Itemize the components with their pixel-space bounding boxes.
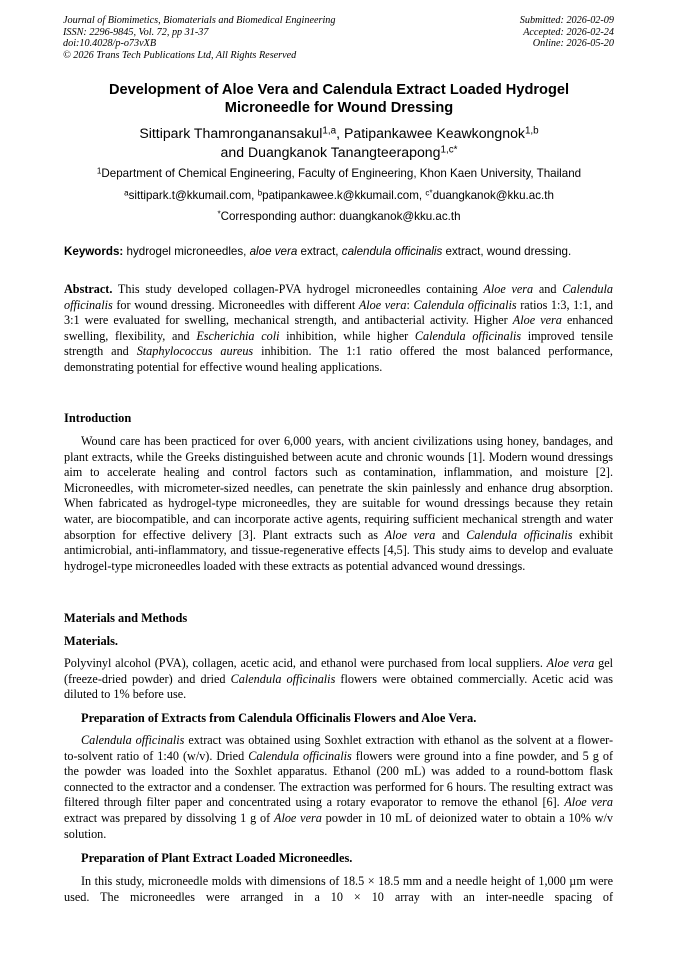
body-italic: Calendula officinalis: [230, 671, 336, 686]
author-sup: 1,c*: [440, 144, 458, 156]
abstract-italic: Calendula officinalis: [413, 297, 517, 312]
keyword-italic: aloe vera: [249, 245, 298, 258]
abstract: [64, 282, 613, 376]
corresponding-sup: *: [217, 209, 221, 219]
abstract-italic: Calendula officinalis: [414, 328, 522, 343]
body-text: flowers were obtained commercially. Acetic acid was diluted to 1% before use.: [64, 671, 613, 702]
materials-paragraph: [64, 656, 613, 703]
email-link: duangkanok@kku.ac.th: [432, 189, 554, 202]
introduction-paragraph: [64, 434, 613, 574]
affiliation-text: Department of Chemical Engineering, Faculty of Engineering, Khon Kaen University, Thailand: [101, 167, 582, 180]
body-text: exhibit antimicrobial, anti-inflammatory, and tissue-regenerative effects [4,5]. This study aims to develop and evaluate hydrogel-type microneedles loaded with these extracts as potential advanced wound dressings.: [64, 527, 613, 573]
body-italic: Calendula officinalis: [466, 527, 573, 542]
body-text: and: [435, 527, 467, 542]
author-sup: 1,b: [524, 125, 539, 137]
body-italic: Aloe vera: [384, 527, 436, 542]
submitted-date: Submitted: 2026-02-09: [519, 15, 614, 26]
methods-heading: Materials and Methods: [64, 611, 188, 625]
abstract-text: for wound dressing. Microneedles with different: [112, 297, 359, 312]
extract-prep-heading: Preparation of Extracts from Calendula Officinalis Flowers and Aloe Vera.: [81, 711, 477, 725]
abstract-text: ratios 1:3, 1:1, and 3:1 were evaluated for swelling, mechanical strength, and antibacterial activity. Higher: [64, 297, 613, 328]
online-date: Online: 2026-05-20: [532, 38, 614, 50]
abstract-italic: Escherichia coli: [196, 328, 280, 343]
abstract-text: :: [406, 297, 414, 312]
body-text: flowers were ground into a fine powder, and 5 g of the powder was loaded into the Soxhlet apparatus. Ethanol (200 mL) was added to a round-bottom flask connected to the extractor and a condenser. The extraction was performed for 6 hours. The resulting extract was filtered through filter paper and concentrated using a rotary evaporator to remove the ethanol [6].: [64, 748, 614, 810]
corresponding-text: Corresponding author: duangkanok@kku.ac.th: [220, 210, 461, 223]
abstract-text: inhibition. The 1:1 ratio offered the most balanced performance, demonstrating potential for effective wound healing applications.: [64, 344, 613, 374]
abstract-italic: Calendula officinalis: [64, 282, 613, 312]
affiliation: [40, 167, 638, 181]
journal-name: Journal of Biomimetics, Biomaterials and Biomedical Engineering: [63, 15, 336, 26]
accepted-date: Accepted: 2026-02-24: [523, 26, 614, 38]
abstract-text: inhibition, while higher: [279, 328, 415, 343]
abstract-text: enhanced swelling, flexibility, and: [64, 313, 613, 343]
keyword-text: hydrogel microneedles,: [123, 245, 250, 258]
abstract-italic: Aloe vera: [358, 297, 407, 312]
keywords: [64, 245, 616, 259]
abstract-text: This study developed collagen-PVA hydrogel microneedles containing: [112, 282, 484, 296]
microneedle-prep-heading: Preparation of Plant Extract Loaded Microneedles.: [81, 851, 353, 865]
issn-line: ISSN: 2296-9845, Vol. 72, pp 31-37: [63, 26, 209, 38]
body-italic: Calendula officinalis: [81, 733, 185, 747]
dates-header: [520, 15, 614, 50]
body-text: extract was obtained using Soxhlet extraction with ethanol as the solvent at a flower-to-solvent ratio of 1:40 (w/v). Dried: [64, 733, 613, 763]
body-italic: Aloe vera: [564, 795, 613, 810]
abstract-text: and: [533, 282, 563, 296]
author-line-2: [40, 143, 638, 162]
email-sup: a: [124, 188, 129, 198]
author-name: Duangkanok Tanangteerapong: [247, 143, 441, 160]
materials-heading: Materials.: [64, 634, 119, 648]
body-text: gel (freeze-dried powder) and dried: [64, 656, 613, 686]
microneedle-prep-paragraph: In this study, microneedle molds with dimensions of 18.5 × 18.5 mm and a needle height of 1,000 µm were used. The microneedles were arranged in a 10 × 10 array with an inter-needle spacing of: [64, 874, 613, 904]
abstract-italic: Aloe vera: [512, 313, 562, 328]
extract-prep-paragraph: [64, 733, 613, 842]
affiliation-sup: 1: [96, 166, 102, 176]
author-emails: [40, 189, 638, 203]
author-list: [40, 124, 638, 161]
email-sup: c*: [425, 188, 433, 198]
abstract-text: improved tensile strength and: [64, 328, 613, 359]
author-conjunction: and: [220, 143, 248, 160]
body-italic: Aloe vera: [546, 656, 595, 670]
abstract-label: Abstract.: [64, 282, 113, 296]
body-text: powder in 10 mL of deionized water to obtain a 10% w/v solution.: [64, 810, 614, 841]
copyright-line: © 2026 Trans Tech Publications Ltd, All Rights Reserved: [63, 49, 297, 61]
keywords-label: Keywords:: [64, 245, 124, 258]
body-italic: Aloe vera: [274, 810, 322, 825]
abstract-italic: Aloe vera: [483, 282, 534, 296]
keyword-text: extract,: [297, 245, 342, 258]
author-sup: 1,a: [322, 125, 337, 137]
title-line-1: Development of Aloe Vera and Calendula Extract Loaded Hydrogel: [108, 82, 570, 98]
paper-title: [40, 82, 638, 117]
author-line-1: [40, 124, 638, 143]
body-text: Polyvinyl alcohol (PVA), collagen, acetic acid, and ethanol were purchased from local suppliers.: [64, 656, 547, 670]
title-line-2: Microneedle for Wound Dressing: [224, 99, 454, 116]
email-link: sittipark.t@kkumail.com,: [128, 189, 258, 202]
body-text: Wound care has been practiced for over 6,000 years, with ancient civilizations using honey, bandages, and plant extracts, while the Greeks distinguished between acute and chronic wounds [1]. Modern wound dressings aim to accelerate healing and control factors such as contamination, inflammation, and moisture [2]. Microneedles, with micrometer-sized needles, can penetrate the skin painlessly and enhance drug absorption. When fabricated as hydrogel-type microneedles, they are suitable for wound dressings because they retain water, are biocompatible, and can incorporate active agents, requiring sufficient mechanical strength and water absorption for effective delivery [3]. Plant extracts such as: [64, 434, 613, 542]
abstract-italic: Staphylococcus aureus: [136, 344, 254, 359]
author-name: Patipankawee Keawkongnok: [343, 125, 525, 141]
body-text: extract was prepared by dissolving 1 g of: [64, 810, 274, 825]
doi-line: doi:10.4028/p-o73vXB: [63, 38, 157, 50]
keyword-text: extract, wound dressing.: [442, 245, 572, 258]
corresponding-author: [40, 210, 638, 224]
author-separator: ,: [336, 125, 344, 141]
body-italic: Calendula officinalis: [248, 748, 352, 763]
author-name: Sittipark Thamronganansakul: [139, 125, 323, 141]
journal-header: [63, 15, 335, 61]
keyword-italic: calendula officinalis: [341, 245, 443, 258]
email-sup: b: [257, 188, 263, 198]
introduction-heading: Introduction: [64, 411, 132, 425]
email-link: patipankawee.k@kkumail.com,: [262, 189, 426, 202]
